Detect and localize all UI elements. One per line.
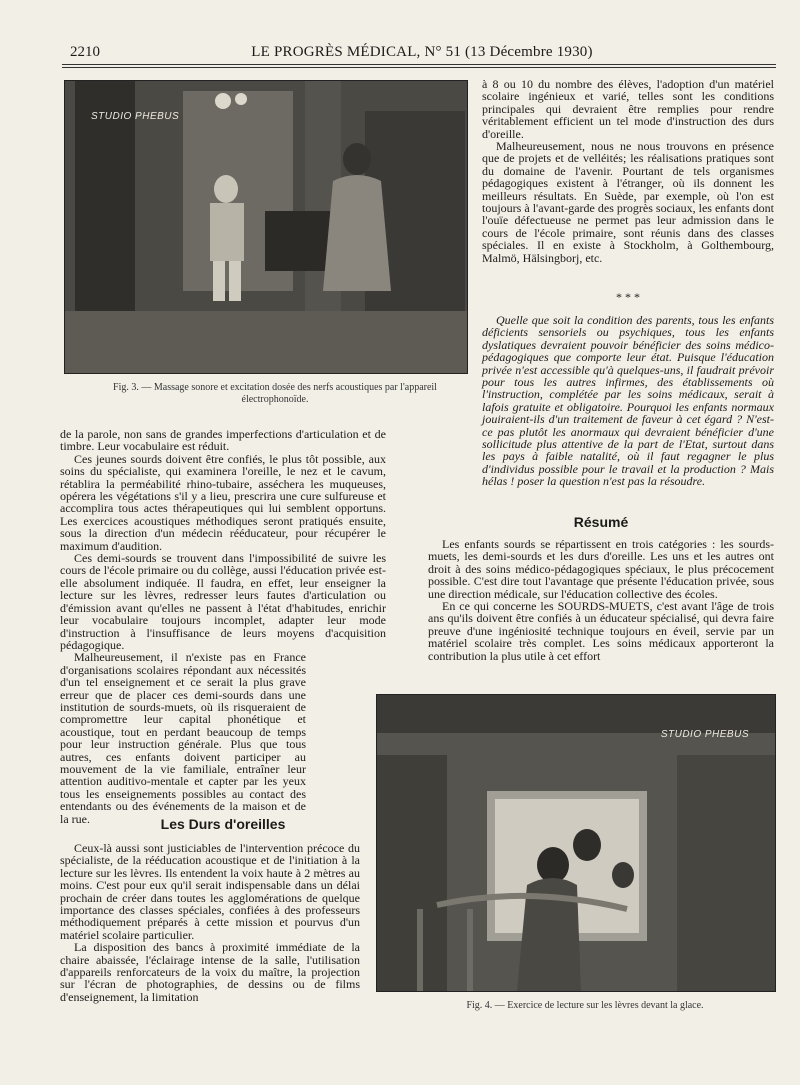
figure-3-studio-stamp: STUDIO PHEBUS xyxy=(91,111,180,122)
right-column-text-2 xyxy=(482,314,774,488)
running-title: LE PROGRÈS MÉDICAL, N° 51 (13 Décembre 1930) xyxy=(251,44,593,60)
paragraph: Les enfants sourds se répartissent en trois catégories : les sourds-muets, les demi-sourds et les durs d'oreille. Les uns et les autres ont droit à des soins médico-pédagogiques spéciaux, le plus précocement possible. C'est dire tout l'avantage que présente l'éducation privée, sous une direction médicale, sur l'éducation collective des écoles. xyxy=(428,537,774,601)
figure-3-photo xyxy=(64,80,468,374)
paragraph: à 8 ou 10 du nombre des élèves, l'adoption d'un matériel scolaire ingénieux et varié, telles sont les conditions principales qui devraient être remplies pour rendre véritablement efficient un tel mode d'instruction des durs d'oreille. xyxy=(482,77,774,141)
paragraph: Ces jeunes sourds doivent être confiés, le plus tôt possible, aux soins du spécialiste, qui examinera l'oreille, le nez et le cavum, rétablira la perméabilité rhino-tubaire, asséchera les muqueuses, opérera les végétations s'il y a lieu, prescrira une cure sulfureuse et accomplira tous actes thérapeutiques qui lui semblent opportuns. Les exercices acoustiques méthodiques seront pratiqués ensuite, sous la direction d'un médecin rééducateur, pour récupérer le maximum d'audition. xyxy=(60,451,386,553)
page-number: 2210 xyxy=(70,44,100,60)
resume-text xyxy=(428,538,774,662)
figure-4-studio-stamp: STUDIO PHEBUS xyxy=(660,729,749,740)
header-rule xyxy=(62,64,776,65)
right-column-text xyxy=(482,78,774,264)
header-rule-thin xyxy=(62,67,776,68)
paragraph: En ce qui concerne les SOURDS-MUETS, c'est avant l'âge de trois ans qu'ils doivent être confiés à un éducateur spécialisé, qui devra faire preuve d'une ingéniosité technique toujours en éveil, servie par un matériel scolaire très complet. Les soins médicaux apporteront la contribution la plus utile à cet effort xyxy=(428,599,774,663)
durs-doreilles-text xyxy=(60,842,360,1003)
section-separator-asterisks: * * * xyxy=(616,290,640,304)
section-title-resume: Résumé xyxy=(573,514,629,530)
paragraph: Ces demi-sourds se trouvent dans l'impossibilité de suivre les cours de l'école primaire ou du collège, aussi l'éducation privée est-elle absolument indiquée. Il faudra, en effet, leur enseigner la lecture sur les lèvres, redresser leurs fautes d'articulation ou d'émission avant qu'elles ne passent à l'état d'habitudes, enrichir leur vocabulaire toujours incomplet, adapter leur mode d'instruction à l'insuffisance de leurs moyens d'acquisition pédagogique. xyxy=(60,551,386,652)
section-title-durs-doreilles: Les Durs d'oreilles xyxy=(160,816,286,832)
paragraph: Malheureusement, il n'existe pas en France d'organisations scolaires répondant aux nécessités d'un tel enseignement et ce serait la plus grave erreur que de placer ces demi-sourds dans une institution de sourds-muets, où ils risqueraient de compromettre leur capital phonétique et acoustique, tout en perdant beaucoup de temps pour leur instruction générale. Plus que tous autres, ces enfants doivent participer au mouvement de la vie familiale, entraîner leur attention auditivo-mentale et capter par les yeux tous les enseignements possibles au contact des entendants ou des événements de la maison et de la rue. xyxy=(60,650,306,826)
paragraph: Malheureusement, nous ne nous trouvons en présence que de projets et de velléités; les réalisations pratiques sont du domaine de l'avenir. Pourtant de tels organismes pédagogiques existent à l'étranger, où ils donnent les meilleurs résultats. En Suède, par exemple, où l'on est toujours à l'avant-garde des progrès sociaux, les enfants dont l'ouïe défectueuse ne permet pas leur admission dans le cours de l'école primaire, sont réunis dans des classes spéciales. Il en existe à Stockholm, à Golthembourg, Malmö, Hälsingborj, etc. xyxy=(482,139,774,265)
paragraph: Ceux-là aussi sont justiciables de l'intervention précoce du spécialiste, de la rééducation acoustique et de l'initiation à la lecture sur les lèvres. Ils entendent la voix haute à 2 mètres au moins. C'est pour eux qu'il serait indispensable dans un délai prochain de créer dans toutes les agglomérations de quelque importance des classes spéciales, confiées à des professeurs méthodiquement préparés à cette mission et pourvus d'un matériel scolaire particulier. xyxy=(60,841,360,942)
paragraph: La disposition des bancs à proximité immédiate de la chaire abaissée, l'éclairage intense de la salle, l'utilisation d'appareils renforcateurs de la voix du maître, la projection sur l'écran de photographies, de dessins ou de films d'enseignement, la limitation xyxy=(60,940,360,1004)
paragraph: Quelle que soit la condition des parents, tous les enfants déficients sensoriels ou psychiques, tous les enfants dyslatiques devraient pouvoir bénéficier des soins médico-pédagogiques que comporte leur état. Puisque l'éducation privée n'est accessible qu'à quelques-uns, il faudrait prévoir pour tous les autres infirmes, des établissements où l'instruction, complétée par les soins médicaux, serait à lafois gratuite et obligatoire. Pourquoi les enfants normaux jouiraient-ils d'un traitement de faveur à cet égard ? N'est-ce pas plutôt les anormaux qui devraient bénéficier d'une sollicitude plus attentive de la part de l'Etat, surtout dans les pays à faible natalité, où il faut regagner le plus d'individus possible pour le travail et la production ? Mais hélas ! poser la question n'est pas la résoudre. xyxy=(482,313,774,489)
figure-4-photo xyxy=(376,694,776,992)
figure-4-caption: Fig. 4. — Exercice de lecture sur les lèvres devant la glace. xyxy=(466,1000,704,1011)
paragraph: de la parole, non sans de grandes imperfections d'articulation et de timbre. Leur vocabulaire est réduit. xyxy=(60,427,386,454)
left-column-text xyxy=(60,428,386,825)
figure-3-illustration xyxy=(65,81,467,373)
figure-3-caption: Fig. 3. — Massage sonore et excitation dosée des nerfs acoustiques par l'appareil électrophonoïde. xyxy=(113,382,437,405)
